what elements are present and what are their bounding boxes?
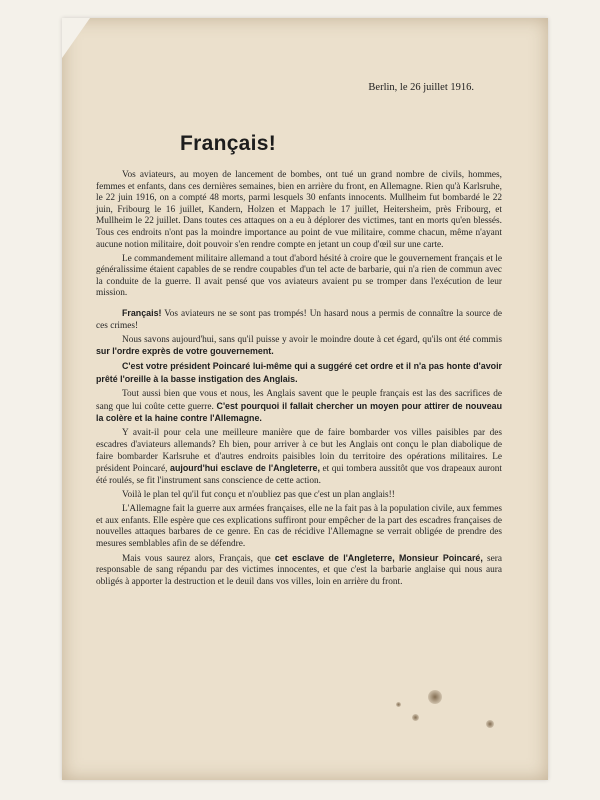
paragraph-10-text-b: sera responsable de sang répandu par des victimes innocentes, et que c'est la barbarie anglaise qui nous aura obligés à apporter la destruction et le deuil dans vos villes, loin en arrière du front. [96, 553, 502, 587]
paragraph-3-text: Vos aviateurs ne se sont pas trompés! Un hasard nous a permis de connaître la source de ces crimes! [96, 309, 502, 331]
leaflet-title: Français! [180, 132, 277, 155]
ink-stain [412, 714, 419, 721]
ink-stain [396, 702, 401, 707]
paragraph-5-bold: C'est votre président Poincaré lui-même qui a suggéré cet ordre et il n'a pas honte d'avoir prêté l'oreille à la basse instigation des Anglais. [96, 361, 502, 384]
paragraph-4-bold: sur l'ordre exprès de votre gouvernement. [96, 346, 274, 357]
paragraph-10 [96, 553, 502, 589]
paragraph-4 [96, 335, 502, 359]
paragraph-4-text: Nous savons aujourd'hui, sans qu'il puisse y avoir le moindre doute à cet égard, qu'ils ont été commis [122, 334, 502, 345]
paragraph-6 [96, 389, 502, 426]
paragraph-6-text: Tout aussi bien que vous et nous, les Anglais savent que le peuple français est las des sacrifices de sang que lui coûte cette guerre. [96, 389, 502, 412]
paragraph-10-text-a: Mais vous saurez alors, Français, que [122, 553, 275, 564]
ink-stain [486, 720, 494, 728]
paragraph-1: Vos aviateurs, au moyen de lancement de bombes, ont tué un grand nombre de civils, hommes, femmes et enfants, dans ces dernières semaines, bien en arrière du front, en Allemagne. Rien qu'à Karlsruhe, le 22 juin 1916, on a compté 48 morts, parmi lesquels 30 enfants innocents. Mullheim fut bombardé le 22 juin, Fribourg le 16 juillet, Kandern, Holzen et Mappach le 17 juillet, Heitersheim, près Fribourg, et Mullheim le 22 juillet. Dans toutes ces attaques on a eu à déplorer des victimes, tant en morts qu'en blessés. Tous ces endroits n'ont pas la moindre importance au point de vue militaire, comme chacun, même n'ayant aucune notion militaire, doit pouvoir s'en rendre compte en jetant un coup d'œil sur une carte. [96, 170, 502, 250]
paragraph-5 [96, 361, 502, 386]
ink-stain [428, 690, 442, 704]
paragraph-8: Voilà le plan tel qu'il fut conçu et n'oubliez pas que c'est un plan anglais!! [122, 489, 395, 500]
paragraph-7-bold: aujourd'hui esclave de l'Angleterre, [170, 463, 320, 474]
dateline: Berlin, le 26 juillet 1916. [368, 82, 474, 93]
paragraph-7-text-a: Y avait-il pour cela une meilleure manière que de faire bombarder vos villes paisibles par des escadres d'aviateurs allemands? Eh bien, pour arriver à ce but les Anglais ont conçu le plan diabolique de faire bombarder Karlsruhe et d'autres endroits paisibles loin du territoire des opérations militaires. Le président Poincaré, [96, 428, 502, 475]
paragraph-6-bold: C'est pourquoi il fallait chercher un moyen pour attirer de nouveau la colère et la haine contre l'Allemagne. [96, 400, 503, 424]
paragraph-9: L'Allemagne fait la guerre aux armées françaises, elle ne la fait pas à la population civile, aux femmes et aux enfants. Elle espère que ces explications suffiront pour empêcher de la part des escadres françaises de nouvelles attaques barbares de ce genre. En cas de récidive l'Allemagne se verrait obligée de prendre des mesures semblables afin de se défendre. [96, 503, 502, 549]
paragraph-3 [96, 308, 502, 332]
leaflet-body [96, 170, 502, 591]
folded-corner [62, 18, 90, 58]
paragraph-7 [96, 428, 502, 487]
paragraph-3-bold: Français! [122, 308, 162, 319]
paragraph-10-bold: cet esclave de l'Angleterre, Monsieur Poincaré, [274, 552, 483, 563]
paragraph-2: Le commandement militaire allemand a tout d'abord hésité à croire que le gouvernement français et le généralissime étaient capables de se rendre coupables d'un tel acte de barbarie, qui n'a rien de commun avec la conduite de la guerre. Il avait pensé que vos aviateurs avaient pu se tromper dans l'exécution de leur mission. [96, 253, 502, 299]
paragraph-7-text-b: et qui tombera aussitôt que vos drapeaux auront été roulés, se fit l'instrument sans conscience de cette action. [96, 464, 503, 486]
